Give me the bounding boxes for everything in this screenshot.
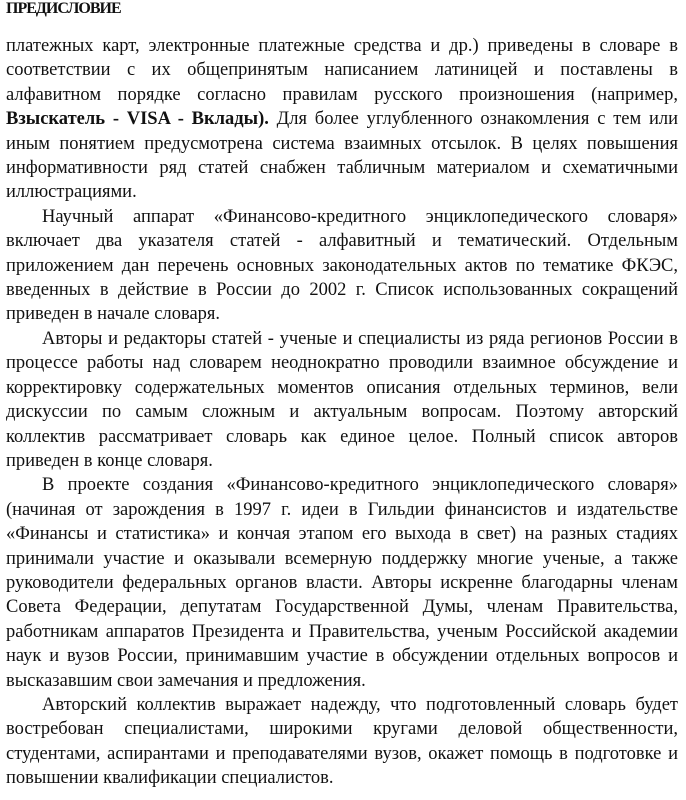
body-text [6,34,678,791]
paragraph-1-bold-example: Взыскатель - VISA - Вклады). [6,109,269,130]
running-header: ПРЕДИСЛОВИЕ [6,0,121,17]
paragraph-2: Научный аппарат «Финансово-кредитного энциклопедического словаря» включает два указателя статей - алфавитный и тематический. Отдельным приложением дан перечень основных законодательных актов по тематике ФКЭС, введенных в действие в России до 2002 г. Список использованных сокращений приведен в начале словаря. [6,206,678,325]
paragraph-1 [6,34,678,205]
paragraph-4: В проекте создания «Финансово-кредитного энциклопедического словаря» (начиная от зарождения в 1997 г. идеи в Гильдии финансистов и издательстве «Финансы и статистика» и кончая этапом его выхода в свет) на разных стадиях принимали участие и оказывали всемерную поддержку многие ученые, а также руководители федеральных органов власти. Авторы искренне благодарны членам Совета Федерации, депутатам Государственной Думы, членам Правительства, работникам аппаратов Президента и Правительства, ученым Российской академии наук и вузов России, принимавшим участие в обсуждении отдельных вопросов и высказавшим свои замечания и предложения. [6,475,678,691]
paragraph-5: Авторский коллектив выражает надежду, что подготовленный словарь будет востребован специалистами, широкими кругами деловой общественности, студентами, аспирантами и преподавателями вузов, окажет помощь в подготовке и повышении квалификации специалистов. [6,694,678,789]
paragraph-1-text-end: Для более углубленного ознакомления с тем или иным понятием предусмотрена система взаимных отсылок. В целях повышения информативности ряд статей снабжен табличным материалом и схематичными иллюстрациями. [6,109,679,203]
paragraph-3: Авторы и редакторы статей - ученые и специалисты из ряда регионов России в процессе работы над словарем неоднократно проводили взаимное обсуждение и корректировку содержательных моментов описания отдельных терминов, вели дискуссии по самым сложным и актуальным вопросам. Поэтому авторский коллектив рассматривает словарь как единое целое. Полный список авторов приведен в конце словаря. [6,328,678,471]
paragraph-1-text-start: платежных карт, электронные платежные средства и др.) приведены в словаре в соответствии с их общепринятым написанием латиницей и поставлены в алфавитном порядке согласно правилам русского произношения (например, [6,36,678,105]
